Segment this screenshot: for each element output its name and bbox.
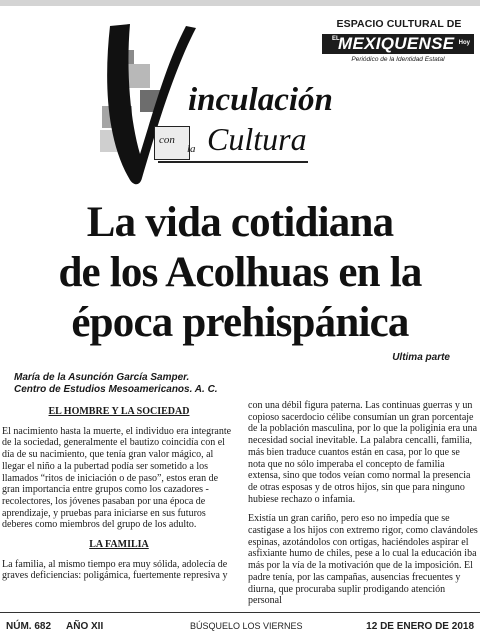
logo-word-vinculacion: inculación	[188, 82, 333, 118]
top-bar	[0, 0, 480, 6]
section-heading: EL HOMBRE Y LA SOCIEDAD	[48, 406, 190, 417]
masthead-suffix: Hoy	[458, 40, 470, 46]
masthead-subtitle: Periódico de la Identidad Estatal	[351, 56, 445, 63]
masthead-title: ESPACIO CULTURAL DE	[336, 18, 462, 30]
author-institution: Centro de Estudios Mesoamericanos. A. C.	[14, 384, 218, 395]
logo-con: con	[159, 134, 175, 146]
author-name: María de la Asunción García Samper.	[14, 372, 190, 383]
logo-word-cultura: Cultura	[207, 121, 307, 157]
author-block	[14, 372, 218, 396]
paragraph: La familia, al mismo tiempo era muy sólida, adolecía de graves deficiencias: poligámica, fuertemente represiva y	[2, 558, 228, 582]
paragraph: Existía un gran cariño, pero eso no impedía que se castigase a los hijos con extremo rigor, como clavándoles espinas, azotándolos con ortigas, haciéndoles aspirar el asfixiante humo de chiles, pese a lo cual la educación iba más por la vía de la motivación que de la imposición. El padre tenía, por las campañas, ausencias frecuentes y diurna, que procuraba suplir prodigando atención personal	[248, 513, 478, 607]
left-column	[2, 402, 236, 590]
issue-date: 12 DE ENERO DE 2018	[366, 621, 474, 632]
paragraph: con una débil figura paterna. Las continuas guerras y un copioso sacerdocio célibe consumían un gran porcentaje de la población masculina, por lo que la poliginia era una necesidad social inevitable. La palabra cencalli, familia, más bien traduce cuantos están en casa, por lo que se nota que no sólo imperaba el concepto de familia extensa, sino que todos veían como normal la presencia de otras esposas y de otros hijos, sin que para ninguno hubiese rechazo o infamia.	[248, 400, 478, 505]
footer	[0, 612, 480, 641]
v-letter-icon	[100, 20, 200, 190]
issue-year: AÑO XII	[66, 621, 104, 632]
section-heading: LA FAMILIA	[89, 539, 149, 551]
article-title	[0, 198, 480, 348]
title-line: de los Acolhuas en la	[58, 249, 422, 296]
title-line: época prehispánica	[71, 299, 409, 346]
section-logo	[100, 20, 375, 190]
masthead-name: MEXIQUENSE	[338, 34, 455, 53]
logo-la: la	[187, 143, 196, 155]
paragraph: El nacimiento hasta la muerte, el individuo era integrante de la sociedad, generalmente el bautizo coincidía con el día de su nacimiento, que tenía gran valor mágico, al llegar el niño a la pubertad podía ser sometido a los llamados “ritos de iniciación o de paso”, estos eran de gran importancia entre grupos como los cazadores - recolectores, los jóvenes pasaban por una época de aprendizaje, y pruebas para iniciarse en sus futuros deberes como miembros del grupo de los adulto.	[2, 425, 232, 531]
logo-underline	[158, 161, 308, 163]
right-column	[248, 400, 478, 615]
masthead-prefix: EL	[332, 36, 340, 42]
article-part: Ultima parte	[392, 352, 450, 363]
footer-tagline: BÚSQUELO LOS VIERNES	[190, 621, 303, 631]
title-line: La vida cotidiana	[86, 199, 394, 246]
issue-number: NÚM. 682	[6, 621, 52, 632]
